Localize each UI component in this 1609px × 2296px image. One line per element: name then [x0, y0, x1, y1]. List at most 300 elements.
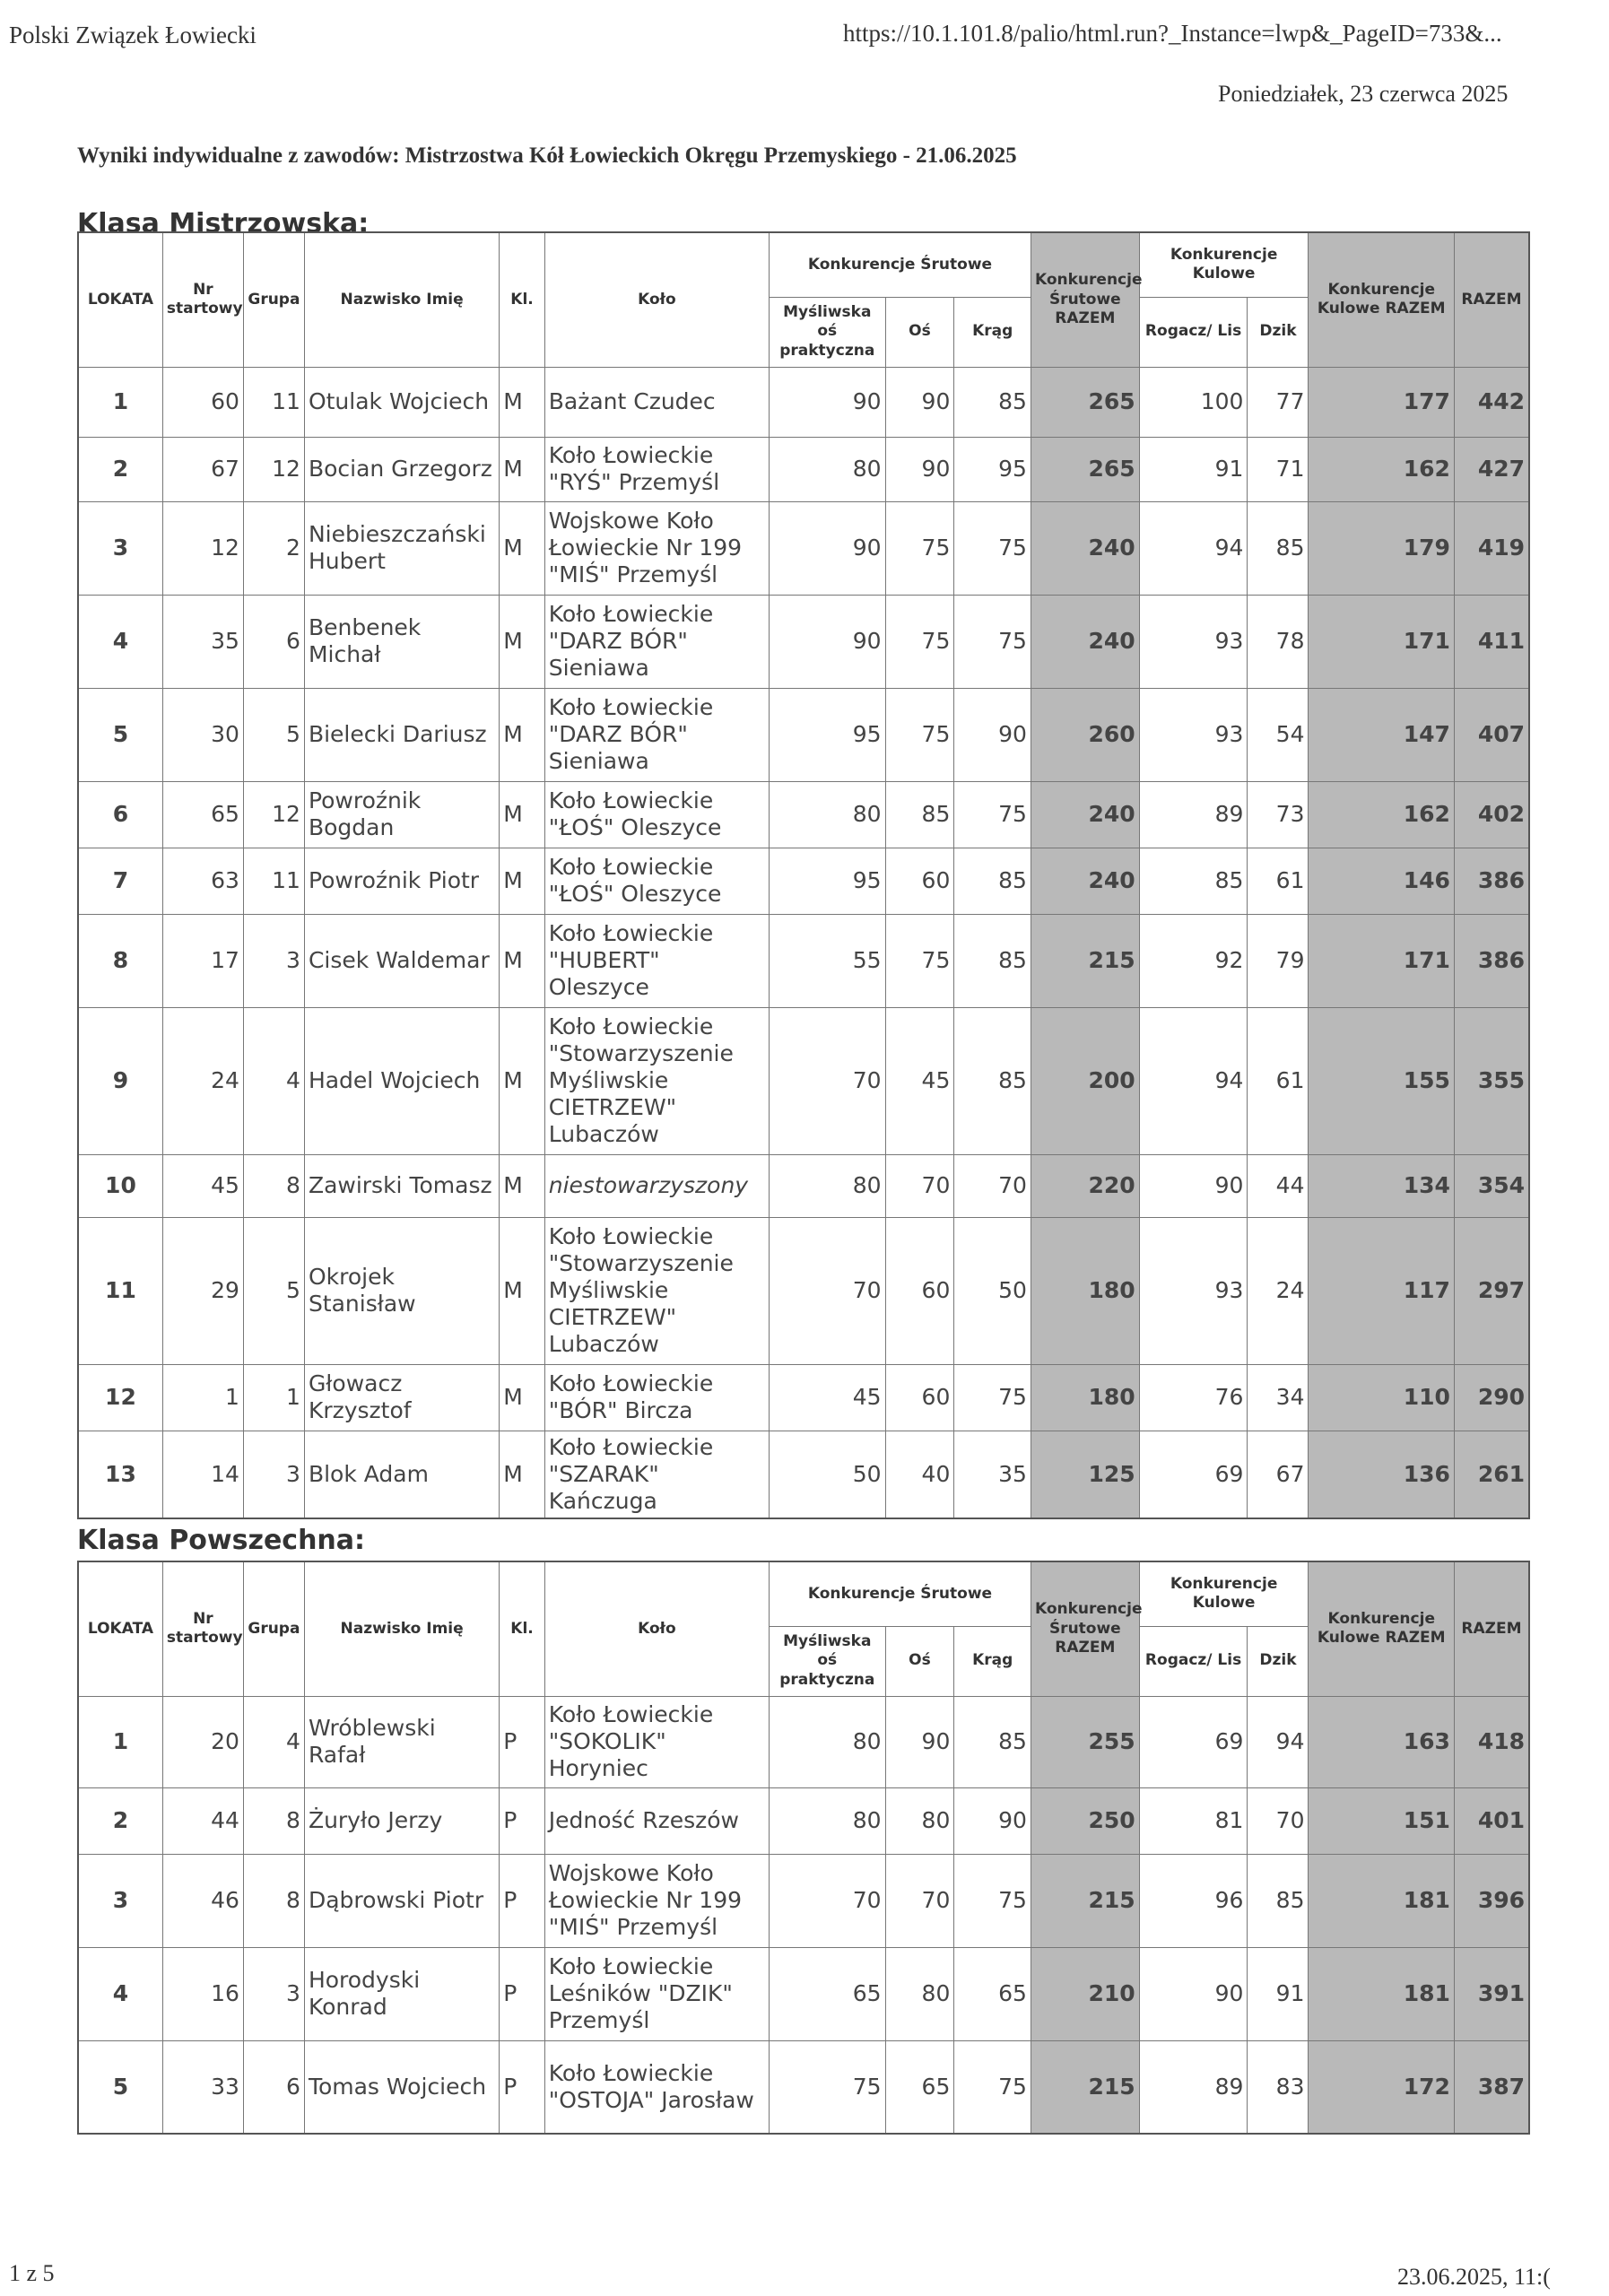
cell-kulowe-razem: 155 — [1309, 1007, 1454, 1154]
cell-grupa: 3 — [243, 914, 304, 1007]
cell-klasa: M — [500, 1217, 544, 1364]
col-header-kolo: Koło — [544, 1561, 769, 1696]
cell-klasa: M — [500, 501, 544, 595]
cell-dzik: 34 — [1248, 1364, 1309, 1431]
cell-mysliwska-os: 80 — [770, 437, 886, 501]
cell-srutowe-razem: 180 — [1031, 1364, 1139, 1431]
cell-mysliwska-os: 65 — [770, 1947, 886, 2040]
cell-srutowe-razem: 240 — [1031, 501, 1139, 595]
cell-krag: 85 — [954, 914, 1031, 1007]
cell-dzik: 94 — [1248, 1696, 1309, 1787]
cell-lokata: 6 — [78, 781, 162, 848]
cell-krag: 85 — [954, 367, 1031, 437]
cell-krag: 75 — [954, 501, 1031, 595]
cell-lokata: 4 — [78, 1947, 162, 2040]
cell-rogacz-lis: 91 — [1139, 437, 1248, 501]
cell-razem: 402 — [1454, 781, 1529, 848]
cell-srutowe-razem: 220 — [1031, 1154, 1139, 1217]
cell-os: 70 — [885, 1154, 954, 1217]
cell-mysliwska-os: 80 — [770, 1154, 886, 1217]
cell-krag: 50 — [954, 1217, 1031, 1364]
cell-rogacz-lis: 85 — [1139, 848, 1248, 914]
cell-kulowe-razem: 163 — [1309, 1696, 1454, 1787]
cell-nazwisko-imie: Okrojek Stanisław — [304, 1217, 499, 1364]
cell-grupa: 3 — [243, 1947, 304, 2040]
cell-krag: 70 — [954, 1154, 1031, 1217]
cell-mysliwska-os: 50 — [770, 1431, 886, 1518]
cell-srutowe-razem: 240 — [1031, 781, 1139, 848]
cell-grupa: 1 — [243, 1364, 304, 1431]
cell-grupa: 5 — [243, 688, 304, 781]
cell-kulowe-razem: 147 — [1309, 688, 1454, 781]
cell-srutowe-razem: 200 — [1031, 1007, 1139, 1154]
cell-nr-startowy: 20 — [162, 1696, 243, 1787]
cell-dzik: 61 — [1248, 848, 1309, 914]
col-header-rogacz-lis: Rogacz/ Lis — [1139, 297, 1248, 367]
cell-dzik: 70 — [1248, 1787, 1309, 1854]
table-row — [78, 1787, 1529, 1854]
cell-klasa: M — [500, 1364, 544, 1431]
cell-dzik: 85 — [1248, 1854, 1309, 1947]
col-header-grupa: Grupa — [243, 1561, 304, 1696]
cell-klasa: P — [500, 2040, 544, 2134]
cell-dzik: 91 — [1248, 1947, 1309, 2040]
cell-srutowe-razem: 210 — [1031, 1947, 1139, 2040]
cell-lokata: 2 — [78, 437, 162, 501]
cell-razem: 355 — [1454, 1007, 1529, 1154]
table-row — [78, 1431, 1529, 1518]
cell-os: 75 — [885, 595, 954, 688]
cell-mysliwska-os: 45 — [770, 1364, 886, 1431]
cell-klasa: M — [500, 781, 544, 848]
cell-kulowe-razem: 136 — [1309, 1431, 1454, 1518]
col-header-kolo: Koło — [544, 232, 769, 367]
cell-kolo: Wojskowe Koło Łowieckie Nr 199 "MIŚ" Przemyśl — [544, 501, 769, 595]
cell-nr-startowy: 30 — [162, 688, 243, 781]
cell-krag: 65 — [954, 1947, 1031, 2040]
cell-srutowe-razem: 180 — [1031, 1217, 1139, 1364]
cell-grupa: 2 — [243, 501, 304, 595]
col-header-rogacz-lis: Rogacz/ Lis — [1139, 1626, 1248, 1696]
print-timestamp: 23.06.2025, 11:( — [1397, 2264, 1551, 2290]
cell-rogacz-lis: 90 — [1139, 1154, 1248, 1217]
cell-mysliwska-os: 95 — [770, 688, 886, 781]
cell-grupa: 11 — [243, 367, 304, 437]
table-row — [78, 1854, 1529, 1947]
cell-grupa: 12 — [243, 781, 304, 848]
cell-lokata: 7 — [78, 848, 162, 914]
cell-klasa: P — [500, 1696, 544, 1787]
cell-kulowe-razem: 146 — [1309, 848, 1454, 914]
cell-razem: 290 — [1454, 1364, 1529, 1431]
cell-mysliwska-os: 70 — [770, 1007, 886, 1154]
cell-os: 90 — [885, 367, 954, 437]
table-row — [78, 595, 1529, 688]
cell-kulowe-razem: 151 — [1309, 1787, 1454, 1854]
cell-rogacz-lis: 94 — [1139, 1007, 1248, 1154]
cell-dzik: 44 — [1248, 1154, 1309, 1217]
col-header-konkurencje-srutowe: Konkurencje Śrutowe — [770, 232, 1031, 297]
cell-kulowe-razem: 181 — [1309, 1854, 1454, 1947]
cell-kolo: niestowarzyszony — [544, 1154, 769, 1217]
cell-os: 60 — [885, 1217, 954, 1364]
cell-nazwisko-imie: Benbenek Michał — [304, 595, 499, 688]
cell-mysliwska-os: 80 — [770, 781, 886, 848]
cell-dzik: 78 — [1248, 595, 1309, 688]
cell-kolo: Koło Łowieckie "Stowarzyszenie Myśliwskie CIETRZEW" Lubaczów — [544, 1007, 769, 1154]
cell-rogacz-lis: 76 — [1139, 1364, 1248, 1431]
cell-nazwisko-imie: Powroźnik Piotr — [304, 848, 499, 914]
table-row — [78, 914, 1529, 1007]
cell-kolo: Jedność Rzeszów — [544, 1787, 769, 1854]
cell-rogacz-lis: 69 — [1139, 1431, 1248, 1518]
col-header-kulowe-razem: Konkurencje Kulowe RAZEM — [1309, 1561, 1454, 1696]
col-header-konkurencje-srutowe: Konkurencje Śrutowe — [770, 1561, 1031, 1626]
cell-kolo: Koło Łowieckie "SOKOLIK" Horyniec — [544, 1696, 769, 1787]
cell-kolo: Koło Łowieckie "OSTOJA" Jarosław — [544, 2040, 769, 2134]
cell-krag: 75 — [954, 1364, 1031, 1431]
cell-nazwisko-imie: Tomas Wojciech — [304, 2040, 499, 2134]
print-date: Poniedziałek, 23 czerwca 2025 — [1218, 81, 1509, 107]
cell-klasa: M — [500, 367, 544, 437]
col-header-nr-startowy: Nr startowy — [162, 1561, 243, 1696]
cell-lokata: 12 — [78, 1364, 162, 1431]
cell-lokata: 5 — [78, 2040, 162, 2134]
cell-grupa: 4 — [243, 1696, 304, 1787]
cell-mysliwska-os: 95 — [770, 848, 886, 914]
cell-kolo: Bażant Czudec — [544, 367, 769, 437]
page-number: 1 z 5 — [9, 2260, 55, 2286]
cell-rogacz-lis: 89 — [1139, 2040, 1248, 2134]
cell-nr-startowy: 17 — [162, 914, 243, 1007]
cell-razem: 411 — [1454, 595, 1529, 688]
cell-grupa: 4 — [243, 1007, 304, 1154]
cell-os: 80 — [885, 1787, 954, 1854]
cell-krag: 75 — [954, 2040, 1031, 2134]
cell-dzik: 83 — [1248, 2040, 1309, 2134]
cell-nazwisko-imie: Powroźnik Bogdan — [304, 781, 499, 848]
cell-srutowe-razem: 265 — [1031, 367, 1139, 437]
cell-razem: 427 — [1454, 437, 1529, 501]
col-header-nazwisko-imie: Nazwisko Imię — [304, 232, 499, 367]
cell-srutowe-razem: 255 — [1031, 1696, 1139, 1787]
cell-mysliwska-os: 80 — [770, 1787, 886, 1854]
cell-grupa: 11 — [243, 848, 304, 914]
cell-os: 85 — [885, 781, 954, 848]
cell-kolo: Koło Łowieckie "RYŚ" Przemyśl — [544, 437, 769, 501]
table-row — [78, 1947, 1529, 2040]
cell-razem: 386 — [1454, 848, 1529, 914]
cell-dzik: 77 — [1248, 367, 1309, 437]
cell-rogacz-lis: 96 — [1139, 1854, 1248, 1947]
cell-grupa: 12 — [243, 437, 304, 501]
cell-kulowe-razem: 117 — [1309, 1217, 1454, 1364]
cell-mysliwska-os: 70 — [770, 1854, 886, 1947]
cell-klasa: M — [500, 848, 544, 914]
cell-grupa: 5 — [243, 1217, 304, 1364]
col-header-krag: Krąg — [954, 297, 1031, 367]
cell-mysliwska-os: 90 — [770, 595, 886, 688]
col-header-dzik: Dzik — [1248, 1626, 1309, 1696]
cell-grupa: 6 — [243, 2040, 304, 2134]
col-header-razem: RAZEM — [1454, 232, 1529, 367]
cell-lokata: 4 — [78, 595, 162, 688]
cell-grupa: 8 — [243, 1787, 304, 1854]
col-header-mysliwska-os: Myśliwska oś praktyczna — [770, 297, 886, 367]
cell-mysliwska-os: 70 — [770, 1217, 886, 1364]
table-row — [78, 1364, 1529, 1431]
cell-grupa: 6 — [243, 595, 304, 688]
cell-klasa: M — [500, 1154, 544, 1217]
cell-rogacz-lis: 81 — [1139, 1787, 1248, 1854]
col-header-konkurencje-kulowe: Konkurencje Kulowe — [1139, 232, 1309, 297]
cell-nr-startowy: 12 — [162, 501, 243, 595]
col-header-os: Oś — [885, 297, 954, 367]
cell-lokata: 2 — [78, 1787, 162, 1854]
cell-os: 45 — [885, 1007, 954, 1154]
cell-mysliwska-os: 90 — [770, 501, 886, 595]
cell-nr-startowy: 16 — [162, 1947, 243, 2040]
cell-kolo: Koło Łowieckie "SZARAK" Kańczuga — [544, 1431, 769, 1518]
cell-kulowe-razem: 162 — [1309, 781, 1454, 848]
col-header-dzik: Dzik — [1248, 297, 1309, 367]
col-header-mysliwska-os: Myśliwska oś praktyczna — [770, 1626, 886, 1696]
cell-kolo: Wojskowe Koło Łowieckie Nr 199 "MIŚ" Przemyśl — [544, 1854, 769, 1947]
cell-rogacz-lis: 92 — [1139, 914, 1248, 1007]
col-header-kulowe-razem: Konkurencje Kulowe RAZEM — [1309, 232, 1454, 367]
cell-krag: 90 — [954, 1787, 1031, 1854]
col-header-srutowe-razem: Konkurencje Śrutowe RAZEM — [1031, 1561, 1139, 1696]
cell-razem: 396 — [1454, 1854, 1529, 1947]
cell-srutowe-razem: 240 — [1031, 595, 1139, 688]
cell-klasa: M — [500, 914, 544, 1007]
cell-os: 80 — [885, 1947, 954, 2040]
cell-kolo: Koło Łowieckie "DARZ BÓR" Sieniawa — [544, 595, 769, 688]
cell-os: 75 — [885, 914, 954, 1007]
table-row — [78, 1154, 1529, 1217]
cell-kulowe-razem: 171 — [1309, 914, 1454, 1007]
cell-nazwisko-imie: Bielecki Dariusz — [304, 688, 499, 781]
cell-nr-startowy: 67 — [162, 437, 243, 501]
col-header-srutowe-razem: Konkurencje Śrutowe RAZEM — [1031, 232, 1139, 367]
cell-kolo: Koło Łowieckie Leśników "DZIK" Przemyśl — [544, 1947, 769, 2040]
cell-srutowe-razem: 125 — [1031, 1431, 1139, 1518]
cell-os: 90 — [885, 1696, 954, 1787]
cell-kulowe-razem: 110 — [1309, 1364, 1454, 1431]
cell-dzik: 79 — [1248, 914, 1309, 1007]
cell-lokata: 11 — [78, 1217, 162, 1364]
cell-nr-startowy: 63 — [162, 848, 243, 914]
cell-razem: 261 — [1454, 1431, 1529, 1518]
cell-klasa: P — [500, 1787, 544, 1854]
cell-lokata: 13 — [78, 1431, 162, 1518]
cell-krag: 75 — [954, 1854, 1031, 1947]
cell-dzik: 61 — [1248, 1007, 1309, 1154]
cell-nr-startowy: 33 — [162, 2040, 243, 2134]
cell-kolo: Koło Łowieckie "ŁOŚ" Oleszyce — [544, 848, 769, 914]
cell-nazwisko-imie: Horodyski Konrad — [304, 1947, 499, 2040]
table-row — [78, 848, 1529, 914]
cell-grupa: 8 — [243, 1854, 304, 1947]
cell-lokata: 5 — [78, 688, 162, 781]
cell-srutowe-razem: 260 — [1031, 688, 1139, 781]
table-row — [78, 1696, 1529, 1787]
cell-mysliwska-os: 75 — [770, 2040, 886, 2134]
cell-os: 60 — [885, 848, 954, 914]
cell-krag: 75 — [954, 595, 1031, 688]
cell-kolo: Koło Łowieckie "HUBERT" Oleszyce — [544, 914, 769, 1007]
cell-kulowe-razem: 179 — [1309, 501, 1454, 595]
table-row — [78, 781, 1529, 848]
cell-kolo: Koło Łowieckie "DARZ BÓR" Sieniawa — [544, 688, 769, 781]
cell-lokata: 3 — [78, 1854, 162, 1947]
table-row — [78, 2040, 1529, 2134]
cell-razem: 387 — [1454, 2040, 1529, 2134]
cell-razem: 407 — [1454, 688, 1529, 781]
cell-nr-startowy: 45 — [162, 1154, 243, 1217]
cell-os: 65 — [885, 2040, 954, 2134]
class-title-powszechna: Klasa Powszechna: — [77, 1525, 366, 1556]
cell-nr-startowy: 1 — [162, 1364, 243, 1431]
col-header-klasa: Kl. — [500, 1561, 544, 1696]
results-table-mistrzowska — [77, 231, 1530, 1519]
cell-razem: 391 — [1454, 1947, 1529, 2040]
cell-rogacz-lis: 93 — [1139, 688, 1248, 781]
cell-razem: 401 — [1454, 1787, 1529, 1854]
cell-os: 40 — [885, 1431, 954, 1518]
cell-os: 90 — [885, 437, 954, 501]
cell-nazwisko-imie: Dąbrowski Piotr — [304, 1854, 499, 1947]
cell-os: 75 — [885, 688, 954, 781]
class-title-mistrzowska: Klasa Mistrzowska: — [77, 208, 370, 239]
cell-razem: 297 — [1454, 1217, 1529, 1364]
cell-srutowe-razem: 215 — [1031, 1854, 1139, 1947]
cell-lokata: 8 — [78, 914, 162, 1007]
cell-kolo: Koło Łowieckie "BÓR" Bircza — [544, 1364, 769, 1431]
cell-srutowe-razem: 240 — [1031, 848, 1139, 914]
cell-razem: 386 — [1454, 914, 1529, 1007]
cell-klasa: M — [500, 595, 544, 688]
cell-nazwisko-imie: Głowacz Krzysztof — [304, 1364, 499, 1431]
cell-nr-startowy: 35 — [162, 595, 243, 688]
cell-dzik: 67 — [1248, 1431, 1309, 1518]
cell-nazwisko-imie: Hadel Wojciech — [304, 1007, 499, 1154]
table-row — [78, 501, 1529, 595]
col-header-lokata: LOKATA — [78, 1561, 162, 1696]
cell-krag: 85 — [954, 1007, 1031, 1154]
cell-kolo: Koło Łowieckie "Stowarzyszenie Myśliwskie CIETRZEW" Lubaczów — [544, 1217, 769, 1364]
cell-rogacz-lis: 100 — [1139, 367, 1248, 437]
cell-klasa: M — [500, 1007, 544, 1154]
cell-klasa: M — [500, 688, 544, 781]
cell-nazwisko-imie: Wróblewski Rafał — [304, 1696, 499, 1787]
cell-mysliwska-os: 55 — [770, 914, 886, 1007]
cell-dzik: 24 — [1248, 1217, 1309, 1364]
col-header-konkurencje-kulowe: Konkurencje Kulowe — [1139, 1561, 1309, 1626]
cell-rogacz-lis: 93 — [1139, 1217, 1248, 1364]
cell-nr-startowy: 44 — [162, 1787, 243, 1854]
cell-nr-startowy: 65 — [162, 781, 243, 848]
cell-srutowe-razem: 215 — [1031, 914, 1139, 1007]
cell-krag: 75 — [954, 781, 1031, 848]
table-row — [78, 688, 1529, 781]
col-header-grupa: Grupa — [243, 232, 304, 367]
org-name: Polski Związek Łowiecki — [9, 22, 257, 48]
cell-lokata: 1 — [78, 1696, 162, 1787]
cell-srutowe-razem: 215 — [1031, 2040, 1139, 2134]
cell-mysliwska-os: 80 — [770, 1696, 886, 1787]
col-header-krag: Krąg — [954, 1626, 1031, 1696]
col-header-klasa: Kl. — [500, 232, 544, 367]
cell-srutowe-razem: 265 — [1031, 437, 1139, 501]
cell-nr-startowy: 14 — [162, 1431, 243, 1518]
cell-klasa: M — [500, 437, 544, 501]
table-row — [78, 1007, 1529, 1154]
cell-nr-startowy: 46 — [162, 1854, 243, 1947]
cell-srutowe-razem: 250 — [1031, 1787, 1139, 1854]
cell-razem: 442 — [1454, 367, 1529, 437]
cell-krag: 85 — [954, 848, 1031, 914]
cell-krag: 90 — [954, 688, 1031, 781]
col-header-nazwisko-imie: Nazwisko Imię — [304, 1561, 499, 1696]
cell-kulowe-razem: 181 — [1309, 1947, 1454, 2040]
table-row — [78, 437, 1529, 501]
cell-krag: 95 — [954, 437, 1031, 501]
cell-lokata: 1 — [78, 367, 162, 437]
cell-grupa: 8 — [243, 1154, 304, 1217]
cell-nr-startowy: 24 — [162, 1007, 243, 1154]
cell-kulowe-razem: 177 — [1309, 367, 1454, 437]
cell-nazwisko-imie: Żuryło Jerzy — [304, 1787, 499, 1854]
table-row — [78, 1217, 1529, 1364]
cell-klasa: P — [500, 1947, 544, 2040]
cell-krag: 35 — [954, 1431, 1031, 1518]
cell-kulowe-razem: 172 — [1309, 2040, 1454, 2134]
cell-nazwisko-imie: Zawirski Tomasz — [304, 1154, 499, 1217]
cell-dzik: 54 — [1248, 688, 1309, 781]
cell-rogacz-lis: 93 — [1139, 595, 1248, 688]
results-table-powszechna — [77, 1561, 1530, 2135]
cell-rogacz-lis: 89 — [1139, 781, 1248, 848]
cell-razem: 354 — [1454, 1154, 1529, 1217]
cell-nazwisko-imie: Cisek Waldemar — [304, 914, 499, 1007]
cell-nazwisko-imie: Blok Adam — [304, 1431, 499, 1518]
cell-razem: 419 — [1454, 501, 1529, 595]
cell-kulowe-razem: 171 — [1309, 595, 1454, 688]
cell-dzik: 73 — [1248, 781, 1309, 848]
cell-lokata: 3 — [78, 501, 162, 595]
col-header-nr-startowy: Nr startowy — [162, 232, 243, 367]
cell-grupa: 3 — [243, 1431, 304, 1518]
document-title: Wyniki indywidualne z zawodów: Mistrzostwa Kół Łowieckich Okręgu Przemyskiego - 21.06.2025 — [77, 144, 1017, 168]
cell-os: 75 — [885, 501, 954, 595]
col-header-lokata: LOKATA — [78, 232, 162, 367]
cell-klasa: P — [500, 1854, 544, 1947]
cell-lokata: 10 — [78, 1154, 162, 1217]
col-header-razem: RAZEM — [1454, 1561, 1529, 1696]
cell-kolo: Koło Łowieckie "ŁOŚ" Oleszyce — [544, 781, 769, 848]
cell-nr-startowy: 29 — [162, 1217, 243, 1364]
cell-dzik: 85 — [1248, 501, 1309, 595]
cell-mysliwska-os: 90 — [770, 367, 886, 437]
cell-razem: 418 — [1454, 1696, 1529, 1787]
col-header-os: Oś — [885, 1626, 954, 1696]
cell-rogacz-lis: 90 — [1139, 1947, 1248, 2040]
cell-dzik: 71 — [1248, 437, 1309, 501]
table-row — [78, 367, 1529, 437]
cell-nazwisko-imie: Otulak Wojciech — [304, 367, 499, 437]
cell-kulowe-razem: 162 — [1309, 437, 1454, 501]
